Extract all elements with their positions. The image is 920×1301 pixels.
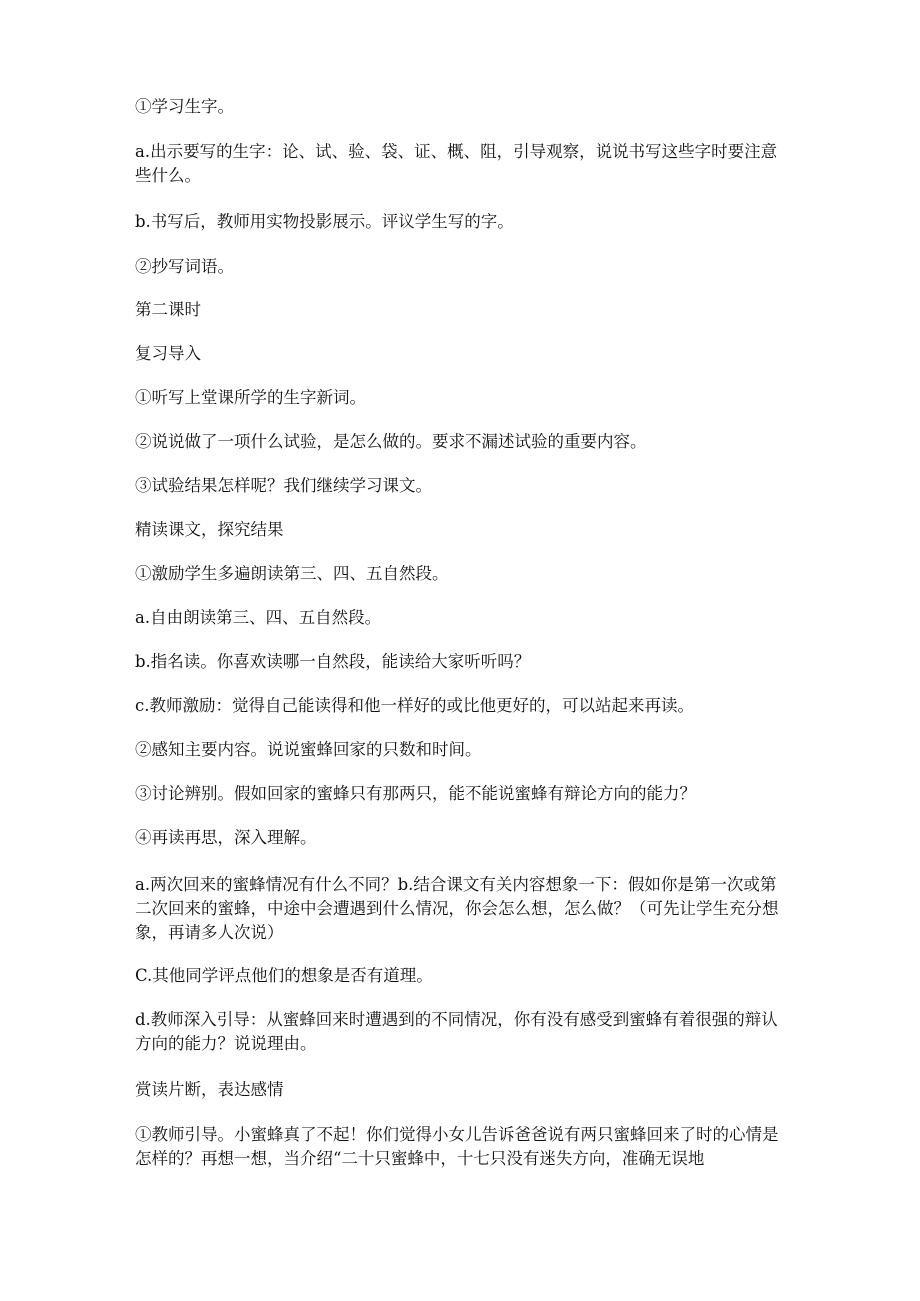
paragraph: ②抄写词语。 bbox=[135, 257, 234, 276]
paragraph: ①教师引导。小蜜蜂真了不起！你们觉得小女儿告诉爸爸说有两只蜜蜂回来了时的心情是怎样的？再想一想，当介绍“二十只蜜蜂中，十七只没有迷失方向，准确无误地 bbox=[135, 1125, 779, 1168]
section-heading: 复习导入 bbox=[135, 344, 201, 363]
paragraph: a.自由朗读第三、四、五自然段。 bbox=[135, 608, 382, 627]
paragraph: ④再读再思，深入理解。 bbox=[135, 828, 317, 847]
paragraph: b.指名读。你喜欢读哪一自然段，能读给大家听听吗？ bbox=[135, 652, 531, 671]
section-heading: 精读课文，探究结果 bbox=[135, 520, 284, 539]
section-heading: 赏读片断，表达感情 bbox=[135, 1080, 284, 1099]
paragraph: a.出示要写的生字：论、试、验、袋、证、概、阻，引导观察，说说书写这些字时要注意些什么。 bbox=[135, 142, 778, 185]
paragraph: ②说说做了一项什么试验，是怎么做的。要求不漏述试验的重要内容。 bbox=[135, 432, 647, 451]
paragraph: ③试验结果怎样呢？我们继续学习课文。 bbox=[135, 476, 432, 495]
paragraph: ②感知主要内容。说说蜜蜂回家的只数和时间。 bbox=[135, 740, 482, 759]
paragraph: ①听写上堂课所学的生字新词。 bbox=[135, 388, 366, 407]
paragraph: ①激励学生多遍朗读第三、四、五自然段。 bbox=[135, 564, 449, 583]
paragraph: b.书写后，教师用实物投影展示。评议学生写的字。 bbox=[135, 212, 514, 231]
paragraph: ③讨论辨别。假如回家的蜜蜂只有那两只，能不能说蜜蜂有辩论方向的能力？ bbox=[135, 784, 696, 803]
paragraph: a.两次回来的蜜蜂情况有什么不同？b.结合课文有关内容想象一下：假如你是第一次或第二次回来的蜜蜂，中途中会遭遇到什么情况，你会怎么想，怎么做？（可先让学生充分想象，再请多人次说） bbox=[135, 875, 779, 942]
paragraph: C.其他同学评点他们的想象是否有道理。 bbox=[135, 966, 433, 985]
paragraph: d.教师深入引导：从蜜蜂回来时遭遇到的不同情况，你有没有感受到蜜蜂有着很强的辩认方向的能力？说说理由。 bbox=[135, 1010, 778, 1053]
paragraph: ①学习生字。 bbox=[135, 97, 234, 116]
paragraph: c.教师激励：觉得自己能读得和他一样好的或比他更好的，可以站起来再读。 bbox=[135, 696, 694, 715]
section-heading: 第二课时 bbox=[135, 300, 201, 319]
